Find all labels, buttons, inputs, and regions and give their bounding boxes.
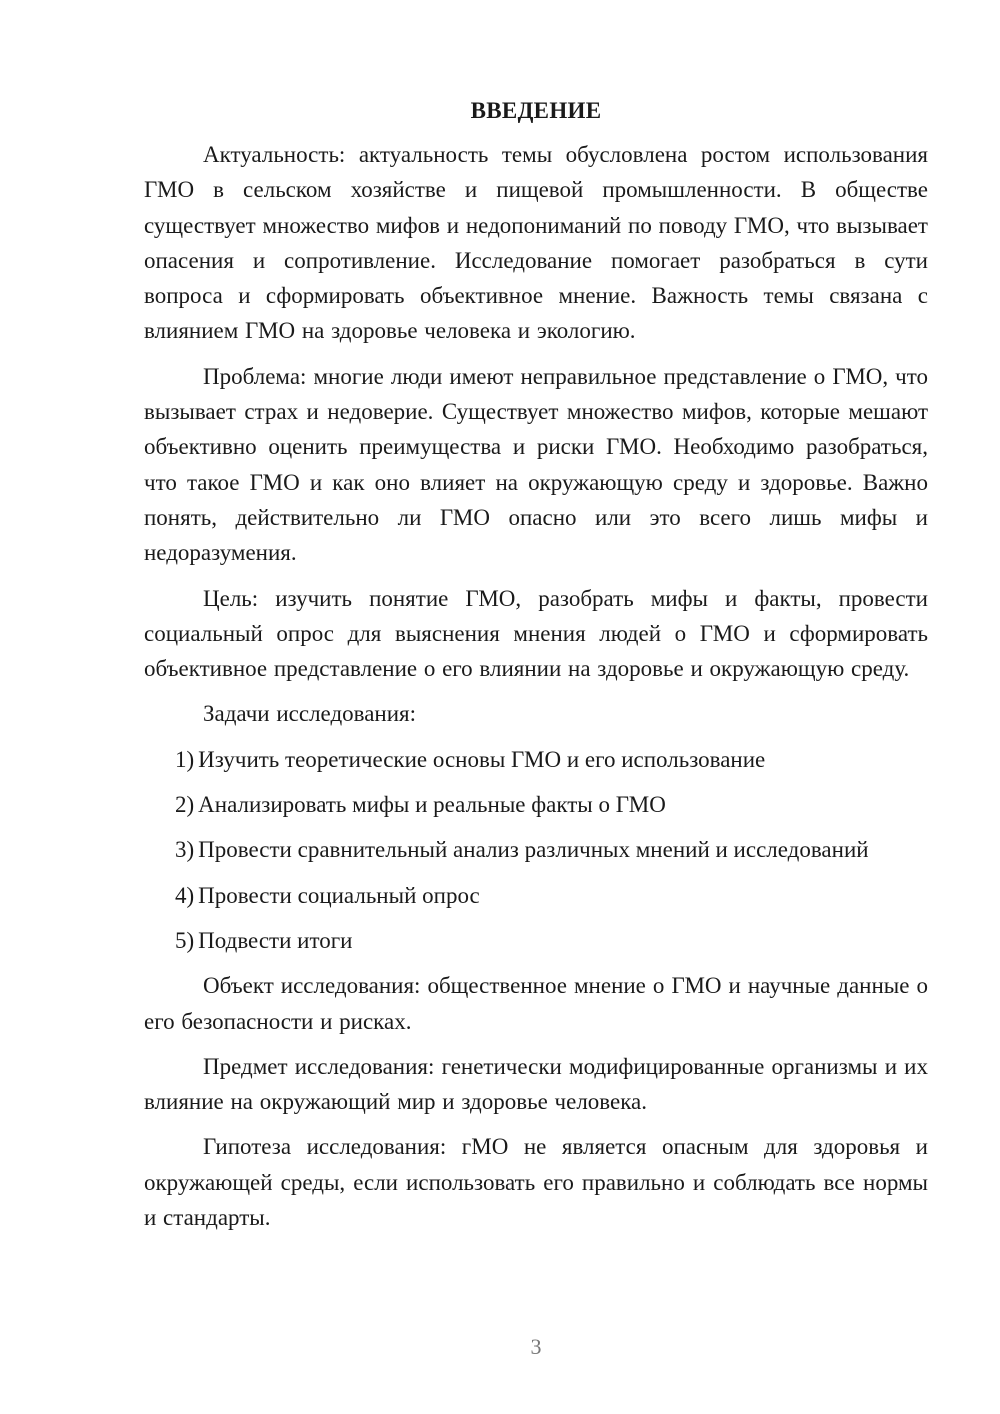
- list-item-number: 2): [175, 792, 195, 818]
- list-item: [144, 742, 928, 777]
- list-item: [144, 923, 928, 958]
- list-item: [144, 787, 928, 822]
- list-item-number: 3): [175, 837, 195, 863]
- list-item: [144, 878, 928, 913]
- paragraph-subject: Предмет исследования: генетически модифицированные организмы и их влияние на окружающий мир и здоровье человека.: [144, 1053, 928, 1115]
- section-heading: ВВЕДЕНИЕ: [470, 98, 602, 123]
- list-item-number: 5): [175, 927, 195, 953]
- list-item-number: 4): [175, 882, 195, 908]
- list-item-text: Провести сравнительный анализ различных мнений и исследований: [198, 837, 869, 863]
- paragraph-relevance: Актуальность: актуальность темы обусловлена ростом использования ГМО в сельском хозяйстве и пищевой промышленности. В обществе существует множество мифов и недопониманий по поводу ГМО, что вызывает опасения и сопротивление. Исследование помогает разобраться в сути вопроса и сформировать объективное мнение. Важность темы связана с влиянием ГМО на здоровье человека и экологию.: [144, 142, 928, 344]
- page-number: 3: [530, 1334, 542, 1359]
- page-content: [144, 96, 928, 1245]
- list-item-text: Подвести итоги: [198, 927, 353, 953]
- list-item: [144, 832, 928, 867]
- list-item-text: Провести социальный опрос: [198, 882, 480, 908]
- paragraph-problem: Проблема: многие люди имеют неправильное представление о ГМО, что вызывает страх и недоверие. Существует множество мифов, которые мешают объективно оценить преимущества и риски ГМО. Необходимо разобраться, что такое ГМО и как оно влияет на окружающую среду и здоровье. Важно понять, действительно ли ГМО опасно или это всего лишь мифы и недоразумения.: [144, 363, 928, 566]
- paragraph-hypothesis: Гипотеза исследования: гМО не является опасным для здоровья и окружающей среды, если использовать его правильно и соблюдать все нормы и стандарты.: [144, 1134, 928, 1231]
- paragraph-object: Объект исследования: общественное мнение о ГМО и научные данные о его безопасности и рисках.: [144, 973, 928, 1034]
- list-item-text: Изучить теоретические основы ГМО и его использование: [198, 746, 766, 772]
- tasks-list: [144, 742, 928, 958]
- list-item-text: Анализировать мифы и реальные факты о ГМО: [198, 792, 666, 818]
- list-item-number: 1): [175, 746, 195, 772]
- tasks-heading: Задачи исследования:: [203, 701, 417, 727]
- paragraph-goal: Цель: изучить понятие ГМО, разобрать мифы и факты, провести социальный опрос для выяснения мнения людей о ГМО и сформировать объективное представление о его влиянии на здоровье и окружающую среду.: [144, 585, 928, 682]
